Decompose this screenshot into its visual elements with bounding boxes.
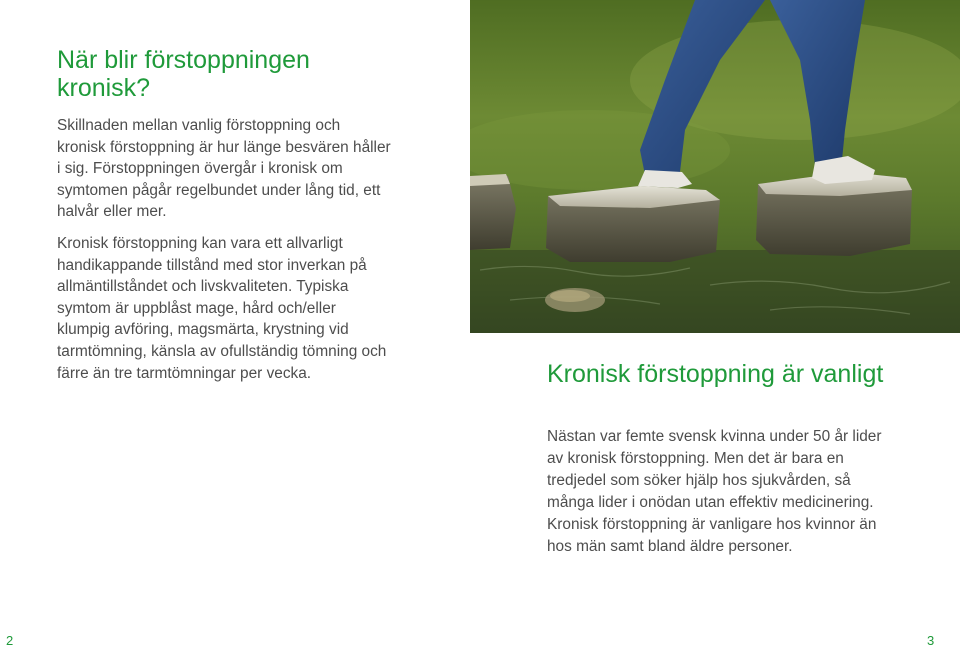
section-heading: Kronisk förstoppning är vanligt [547, 360, 884, 388]
page-number-right: 3 [927, 633, 935, 648]
page-number-left: 2 [6, 633, 14, 648]
symptoms-paragraph: Kronisk förstoppning kan vara ett allvarligt handikappande tillstånd med stor inverkan på allmäntillståndet och livskvaliteten. Typiska symtom är uppblåst mage, hård och/eller klumpig avföring, magsmärta, krystning vid tarmtömning, känsla av ofullständig tömning och färre än tre tarmtömningar per vecka. [57, 235, 387, 382]
page-heading: När blir förstoppningen kronisk? [57, 46, 310, 102]
statistics-paragraph: Nästan var femte svensk kvinna under 50 år lider av kronisk förstoppning. Men det är bara en tredjedel som söker hjälp hos sjukvården, så många lider i onödan utan effektiv medicinering. Kronisk förstoppning är vanligare hos kvinnor än hos män samt bland äldre personer. [547, 428, 882, 555]
stepping-stones-photo [470, 0, 960, 333]
intro-paragraph: Skillnaden mellan vanlig förstoppning och kronisk förstoppning är hur länge besvären håller i sig. Förstoppningen övergår i kronisk om symtomen pågår regelbundet under lång tid, ett halvår eller mer. [57, 117, 391, 221]
